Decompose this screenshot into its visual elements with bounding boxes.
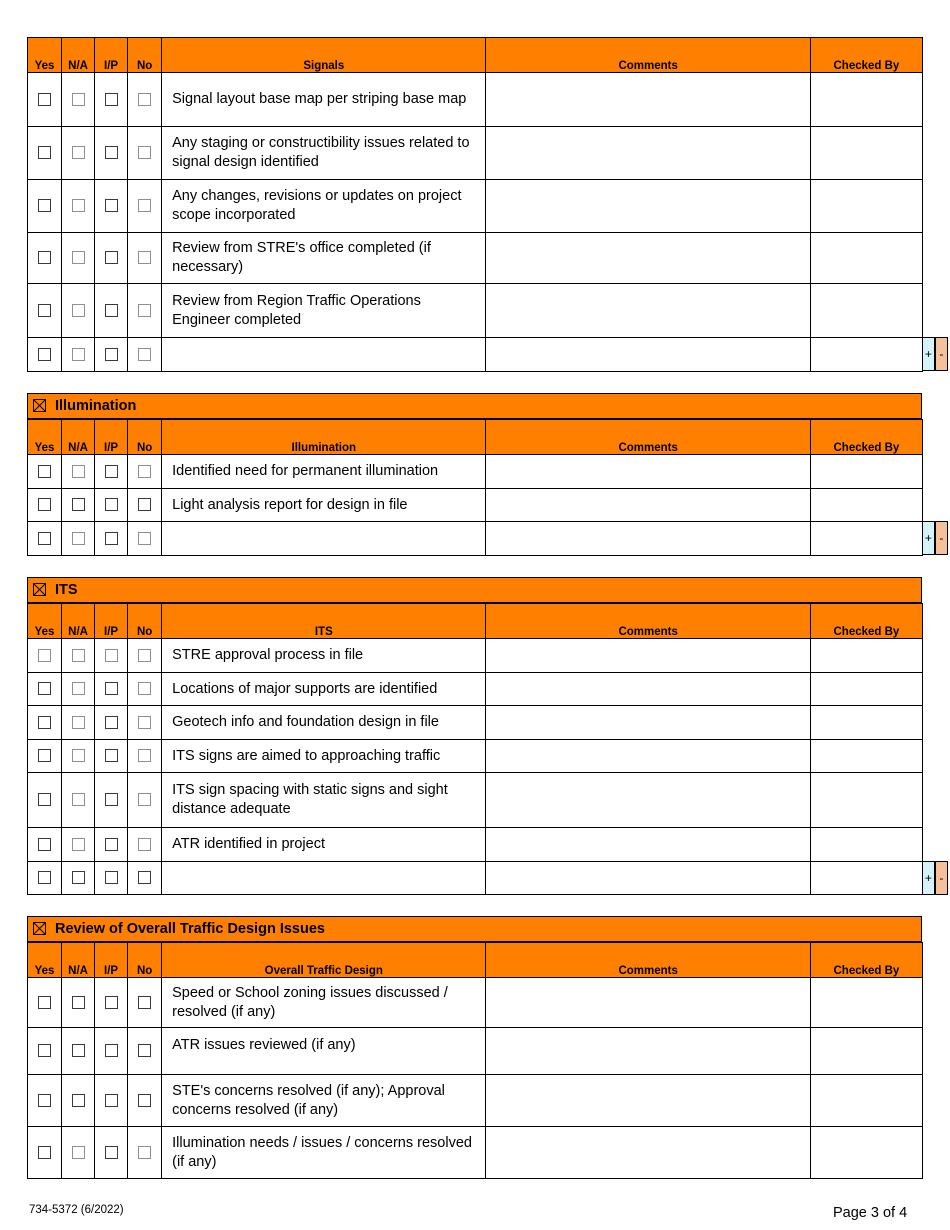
col-comments: Comments: [486, 604, 810, 639]
col-ip: I/P: [95, 604, 128, 639]
illumination-table: [27, 419, 944, 556]
na-checkbox[interactable]: [72, 348, 85, 361]
section-title-bar: [27, 393, 922, 419]
checked-by-field[interactable]: [810, 338, 944, 372]
comments-field[interactable]: [486, 338, 810, 372]
table-header-row: [28, 943, 923, 978]
no-checkbox[interactable]: [138, 251, 151, 264]
table-row: [28, 233, 923, 284]
checked-by-field[interactable]: [810, 233, 922, 284]
ip-checkbox[interactable]: [105, 1044, 118, 1057]
na-checkbox[interactable]: [72, 251, 85, 264]
comments-field[interactable]: [486, 639, 810, 673]
page-number: Page 3 of 4: [833, 1205, 908, 1221]
item-text: STE's concerns resolved (if any); Approval concerns resolved (if any): [162, 1075, 486, 1127]
ip-checkbox[interactable]: [105, 649, 118, 662]
checked-by-field[interactable]: [810, 522, 944, 556]
its-section: [27, 577, 950, 895]
checked-by-field[interactable]: [810, 73, 922, 127]
na-checkbox[interactable]: [72, 649, 85, 662]
table-header-row: [28, 604, 923, 639]
yes-checkbox[interactable]: [38, 682, 51, 695]
item-text: Identified need for permanent illumination: [162, 455, 486, 489]
col-yes: Yes: [28, 943, 62, 978]
na-checkbox[interactable]: [72, 1094, 85, 1107]
ip-checkbox[interactable]: [105, 1146, 118, 1159]
no-checkbox[interactable]: [138, 146, 151, 159]
checked-by-field[interactable]: [810, 828, 922, 862]
na-checkbox[interactable]: [72, 146, 85, 159]
table-row: [28, 673, 923, 706]
item-text: Illumination needs / issues / concerns resolved (if any): [162, 1127, 486, 1179]
yes-checkbox[interactable]: [38, 1146, 51, 1159]
yes-checkbox[interactable]: [38, 871, 51, 884]
comments-field[interactable]: [486, 73, 810, 127]
table-row: [28, 706, 923, 740]
no-checkbox[interactable]: [138, 1146, 151, 1159]
table-row: [28, 127, 923, 180]
col-yes: Yes: [28, 604, 62, 639]
na-checkbox[interactable]: [72, 498, 85, 511]
item-text: Review from STRE's office completed (if necessary): [162, 233, 486, 284]
col-item: Overall Traffic Design: [162, 943, 486, 978]
comments-field[interactable]: [486, 1075, 810, 1127]
yes-checkbox[interactable]: [38, 199, 51, 212]
item-input[interactable]: [162, 522, 486, 556]
section-title-bar: [27, 577, 922, 603]
na-checkbox[interactable]: [72, 93, 85, 106]
comments-field[interactable]: [486, 1028, 810, 1075]
no-checkbox[interactable]: [138, 682, 151, 695]
comments-field[interactable]: [486, 773, 810, 828]
ip-checkbox[interactable]: [105, 682, 118, 695]
ip-checkbox[interactable]: [105, 749, 118, 762]
add-row-button[interactable]: +: [922, 521, 935, 555]
section-title: Illumination: [55, 398, 137, 414]
no-checkbox[interactable]: [138, 498, 151, 511]
form-number: 734-5372 (6/2022): [29, 1204, 124, 1216]
section-toggle-checkbox[interactable]: [33, 922, 46, 935]
col-comments: Comments: [486, 943, 810, 978]
comments-field[interactable]: [486, 1127, 810, 1179]
its-table: [27, 603, 944, 895]
table-header-row: [28, 420, 923, 455]
table-row: [28, 338, 923, 372]
ip-checkbox[interactable]: [105, 793, 118, 806]
table-row: [28, 773, 923, 828]
comments-field[interactable]: [486, 180, 810, 233]
table-row: [28, 828, 923, 862]
col-item: Signals: [162, 38, 486, 73]
table-row: [28, 489, 923, 522]
no-checkbox[interactable]: [138, 716, 151, 729]
na-checkbox[interactable]: [72, 1146, 85, 1159]
checked-by-field[interactable]: [810, 862, 944, 895]
col-no: No: [128, 943, 162, 978]
item-text: Signal layout base map per striping base map: [162, 73, 486, 127]
no-checkbox[interactable]: [138, 532, 151, 545]
table-row: [28, 180, 923, 233]
ip-checkbox[interactable]: [105, 348, 118, 361]
col-item: ITS: [162, 604, 486, 639]
na-checkbox[interactable]: [72, 793, 85, 806]
checked-by-field[interactable]: [810, 706, 922, 740]
comments-field[interactable]: [486, 673, 810, 706]
col-item: Illumination: [162, 420, 486, 455]
yes-checkbox[interactable]: [38, 838, 51, 851]
comments-field[interactable]: [486, 455, 810, 489]
col-no: No: [128, 420, 162, 455]
checked-by-field[interactable]: [810, 1075, 922, 1127]
table-row: [28, 639, 923, 673]
yes-checkbox[interactable]: [38, 532, 51, 545]
table-row: [28, 284, 923, 338]
checked-by-field[interactable]: [810, 180, 922, 233]
comments-field[interactable]: [486, 489, 810, 522]
table-header-row: [28, 38, 923, 73]
item-text: Any staging or constructibility issues related to signal design identified: [162, 127, 486, 180]
item-text: ITS sign spacing with static signs and sight distance adequate: [162, 773, 486, 828]
yes-checkbox[interactable]: [38, 749, 51, 762]
checked-by-field[interactable]: [810, 284, 922, 338]
yes-checkbox[interactable]: [38, 996, 51, 1009]
table-row: [28, 978, 923, 1028]
no-checkbox[interactable]: [138, 871, 151, 884]
na-checkbox[interactable]: [72, 838, 85, 851]
section-title: Review of Overall Traffic Design Issues: [55, 921, 325, 937]
ip-checkbox[interactable]: [105, 199, 118, 212]
table-row: [28, 862, 923, 895]
yes-checkbox[interactable]: [38, 146, 51, 159]
item-text: ATR issues reviewed (if any): [162, 1028, 486, 1075]
na-checkbox[interactable]: [72, 199, 85, 212]
col-ip: I/P: [95, 38, 128, 73]
item-text: Review from Region Traffic Operations Engineer completed: [162, 284, 486, 338]
checked-by-field[interactable]: [810, 639, 922, 673]
na-checkbox[interactable]: [72, 1044, 85, 1057]
no-checkbox[interactable]: [138, 838, 151, 851]
ip-checkbox[interactable]: [105, 304, 118, 317]
checked-by-field[interactable]: [810, 1028, 922, 1075]
no-checkbox[interactable]: [138, 1094, 151, 1107]
col-na: N/A: [62, 420, 95, 455]
table-row: [28, 1127, 923, 1179]
signals-table: [27, 37, 944, 372]
checked-by-field[interactable]: [810, 673, 922, 706]
section-title: ITS: [55, 582, 78, 598]
ip-checkbox[interactable]: [105, 532, 118, 545]
section-toggle-checkbox[interactable]: [33, 583, 46, 596]
na-checkbox[interactable]: [72, 996, 85, 1009]
table-row: [28, 1028, 923, 1075]
remove-row-button[interactable]: -: [935, 337, 948, 371]
ip-checkbox[interactable]: [105, 1094, 118, 1107]
col-comments: Comments: [486, 420, 810, 455]
yes-checkbox[interactable]: [38, 716, 51, 729]
checked-by-field[interactable]: [810, 740, 922, 773]
illumination-section: [27, 393, 950, 556]
item-text: Any changes, revisions or updates on project scope incorporated: [162, 180, 486, 233]
item-input[interactable]: [162, 862, 486, 895]
comments-field[interactable]: [486, 978, 810, 1028]
section-toggle-checkbox[interactable]: [33, 399, 46, 412]
checked-by-field[interactable]: [810, 773, 922, 828]
ip-checkbox[interactable]: [105, 716, 118, 729]
ip-checkbox[interactable]: [105, 146, 118, 159]
na-checkbox[interactable]: [72, 682, 85, 695]
item-text: ITS signs are aimed to approaching traffic: [162, 740, 486, 773]
yes-checkbox[interactable]: [38, 1044, 51, 1057]
no-checkbox[interactable]: [138, 304, 151, 317]
ip-checkbox[interactable]: [105, 498, 118, 511]
checked-by-field[interactable]: [810, 489, 922, 522]
na-checkbox[interactable]: [72, 871, 85, 884]
na-checkbox[interactable]: [72, 465, 85, 478]
no-checkbox[interactable]: [138, 749, 151, 762]
col-na: N/A: [62, 604, 95, 639]
yes-checkbox[interactable]: [38, 251, 51, 264]
col-yes: Yes: [28, 420, 62, 455]
table-row: [28, 455, 923, 489]
col-comments: Comments: [486, 38, 810, 73]
item-text: Geotech info and foundation design in file: [162, 706, 486, 740]
checked-by-field[interactable]: [810, 455, 922, 489]
overall-traffic-design-table: [27, 942, 923, 1179]
no-checkbox[interactable]: [138, 199, 151, 212]
ip-checkbox[interactable]: [105, 251, 118, 264]
na-checkbox[interactable]: [72, 716, 85, 729]
checked-by-field[interactable]: [810, 978, 922, 1028]
col-checked-by: Checked By: [810, 604, 922, 639]
table-row: [28, 740, 923, 773]
comments-field[interactable]: [486, 127, 810, 180]
comments-field[interactable]: [486, 740, 810, 773]
yes-checkbox[interactable]: [38, 304, 51, 317]
item-text: ATR identified in project: [162, 828, 486, 862]
comments-field[interactable]: [486, 706, 810, 740]
item-text: STRE approval process in file: [162, 639, 486, 673]
x-mark-icon: [34, 400, 45, 411]
yes-checkbox[interactable]: [38, 793, 51, 806]
remove-row-button[interactable]: -: [935, 521, 948, 555]
col-ip: I/P: [95, 420, 128, 455]
no-checkbox[interactable]: [138, 1044, 151, 1057]
table-row: [28, 1075, 923, 1127]
na-checkbox[interactable]: [72, 532, 85, 545]
ip-checkbox[interactable]: [105, 996, 118, 1009]
col-no: No: [128, 38, 162, 73]
ip-checkbox[interactable]: [105, 838, 118, 851]
yes-checkbox[interactable]: [38, 498, 51, 511]
yes-checkbox[interactable]: [38, 93, 51, 106]
na-checkbox[interactable]: [72, 304, 85, 317]
add-row-button[interactable]: +: [922, 337, 935, 371]
signals-section: [27, 37, 950, 372]
comments-field[interactable]: [486, 862, 810, 895]
add-row-button[interactable]: +: [922, 861, 935, 895]
col-checked-by: Checked By: [810, 420, 922, 455]
ip-checkbox[interactable]: [105, 871, 118, 884]
overall-traffic-design-section: [27, 916, 950, 1179]
yes-checkbox[interactable]: [38, 649, 51, 662]
table-row: [28, 73, 923, 127]
no-checkbox[interactable]: [138, 649, 151, 662]
comments-field[interactable]: [486, 233, 810, 284]
comments-field[interactable]: [486, 284, 810, 338]
col-checked-by: Checked By: [810, 943, 922, 978]
x-mark-icon: [34, 923, 45, 934]
yes-checkbox[interactable]: [38, 348, 51, 361]
checked-by-field[interactable]: [810, 127, 922, 180]
col-no: No: [128, 604, 162, 639]
no-checkbox[interactable]: [138, 348, 151, 361]
comments-field[interactable]: [486, 828, 810, 862]
item-text: Light analysis report for design in file: [162, 489, 486, 522]
checked-by-field[interactable]: [810, 1127, 922, 1179]
remove-row-button[interactable]: -: [935, 861, 948, 895]
no-checkbox[interactable]: [138, 793, 151, 806]
item-text: Speed or School zoning issues discussed / resolved (if any): [162, 978, 486, 1028]
x-mark-icon: [34, 584, 45, 595]
na-checkbox[interactable]: [72, 749, 85, 762]
section-title-bar: [27, 916, 922, 942]
col-yes: Yes: [28, 38, 62, 73]
no-checkbox[interactable]: [138, 996, 151, 1009]
item-text: Locations of major supports are identified: [162, 673, 486, 706]
col-na: N/A: [62, 943, 95, 978]
comments-field[interactable]: [486, 522, 810, 556]
col-checked-by: Checked By: [810, 38, 922, 73]
ip-checkbox[interactable]: [105, 93, 118, 106]
ip-checkbox[interactable]: [105, 465, 118, 478]
yes-checkbox[interactable]: [38, 465, 51, 478]
table-row: [28, 522, 923, 556]
item-input[interactable]: [162, 338, 486, 372]
yes-checkbox[interactable]: [38, 1094, 51, 1107]
no-checkbox[interactable]: [138, 465, 151, 478]
no-checkbox[interactable]: [138, 93, 151, 106]
col-ip: I/P: [95, 943, 128, 978]
col-na: N/A: [62, 38, 95, 73]
